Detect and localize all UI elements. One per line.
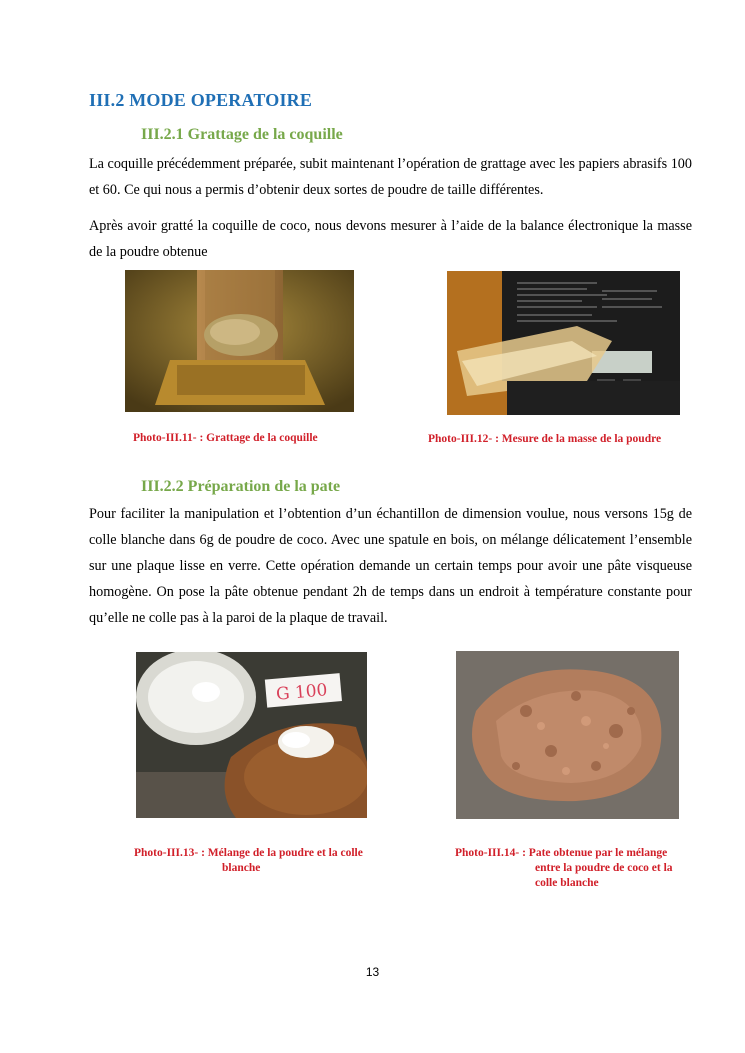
paragraph-preparation: Pour faciliter la manipulation et l’obtention d’un échantillon de dimension voulue, nous versons 15g de colle blanche dans 6g de poudre de coco. Avec une spatule en bois, on mélange délicatement l’ensemble sur une plaque lisse en verre. Cette opération demande un certain temps pour avoir une pâte visqueuse homogène. On pose la pâte obtenue pendant 2h de temps dans un endroit à température constante pour qu’elle ne colle pas à la paroi de la plaque de travail.: [89, 506, 692, 626]
caption-photo-13-text-2: blanche: [222, 862, 261, 874]
photo-grattage: [125, 270, 354, 412]
section-title: III.2 MODE OPERATOIRE: [89, 90, 313, 110]
caption-photo-12-text: Mesure de la masse de la poudre: [501, 433, 662, 445]
caption-photo-14-id: Photo-III.14- :: [455, 847, 526, 859]
caption-photo-14-text-1: Pate obtenue par le mélange: [528, 847, 668, 859]
caption-photo-13-line1: [134, 846, 363, 861]
caption-photo-11-id: Photo-III.11- :: [133, 432, 204, 444]
g100-label: G 100: [275, 680, 329, 705]
photo-melange: [136, 652, 367, 818]
photo-mesure-masse: [447, 271, 680, 415]
caption-photo-12-id: Photo-III.12- :: [428, 433, 499, 445]
paragraph-mesure: Après avoir gratté la coquille de coco, nous devons mesurer à l’aide de la balance électronique la masse de la poudre obtenue: [89, 218, 692, 260]
paragraph-grattage: La coquille précédemment préparée, subit maintenant l’opération de grattage avec les papiers abrasifs 100 et 60. Ce qui nous a permis d’obtenir deux sortes de poudre de taille différentes.: [89, 156, 692, 198]
subsection-title-grattage: III.2.1 Grattage de la coquille: [141, 126, 343, 143]
caption-photo-14-text-3: colle blanche: [535, 877, 599, 889]
photo-pate-obtenue: [456, 651, 679, 819]
caption-photo-11-text: Grattage de la coquille: [206, 432, 318, 444]
caption-photo-11: [133, 431, 318, 446]
page-number: 13: [365, 965, 380, 979]
caption-photo-13-text-1: Mélange de la poudre et la colle: [207, 847, 363, 859]
caption-photo-12: [428, 432, 661, 447]
caption-photo-13-id: Photo-III.13- :: [134, 847, 205, 859]
subsection-title-preparation: III.2.2 Préparation de la pate: [141, 478, 341, 495]
caption-photo-14-line1: [455, 846, 667, 861]
caption-photo-14-text-2: entre la poudre de coco et la: [535, 862, 673, 874]
